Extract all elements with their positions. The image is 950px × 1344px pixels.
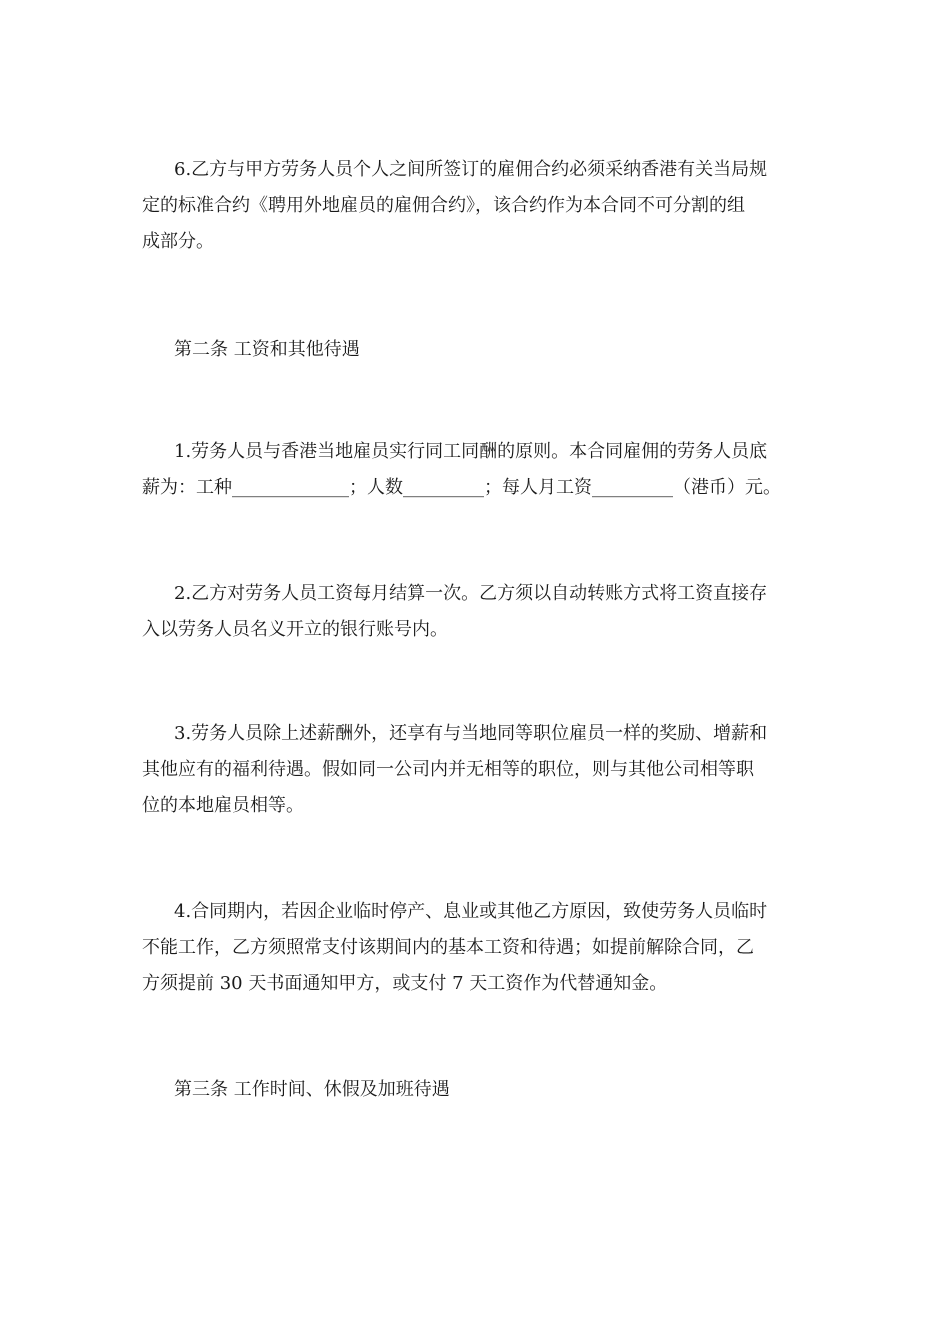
article-2-heading: 第二条 工资和其他待遇 bbox=[174, 339, 360, 360]
paragraph-line: 1.劳务人员与香港当地雇员实行同工同酬的原则。本合同雇佣的劳务人员底 bbox=[174, 441, 768, 462]
article-3-heading: 第三条 工作时间、休假及加班待遇 bbox=[174, 1079, 450, 1100]
paragraph-line: 4.合同期内，若因企业临时停产、息业或其他乙方原因，致使劳务人员临时 bbox=[174, 901, 768, 922]
paragraph-line: 位的本地雇员相等。 bbox=[142, 795, 304, 816]
paragraph-line: 定的标准合约《聘用外地雇员的雇佣合约》，该合约作为本合同不可分割的组 bbox=[142, 195, 745, 216]
paragraph-line: 入以劳务人员名义开立的银行账号内。 bbox=[142, 619, 448, 640]
paragraph-line: 6.乙方与甲方劳务人员个人之间所签订的雇佣合约必须采纳香港有关当局规 bbox=[174, 159, 768, 180]
paragraph-line: 薪为：工种_____________；人数_________；每人月工资_________（港币）元。 bbox=[142, 477, 781, 498]
article-2-clause-2-paragraph bbox=[142, 576, 822, 648]
article-2-clause-4-paragraph bbox=[142, 894, 822, 1002]
paragraph-line: 方须提前 30 天书面通知甲方，或支付 7 天工资作为代替通知金。 bbox=[142, 973, 668, 994]
clause-6-paragraph bbox=[142, 152, 822, 260]
paragraph-line: 2.乙方对劳务人员工资每月结算一次。乙方须以自动转账方式将工资直接存 bbox=[174, 583, 768, 604]
article-2-clause-1-paragraph bbox=[142, 434, 822, 506]
paragraph-line: 不能工作，乙方须照常支付该期间内的基本工资和待遇；如提前解除合同，乙 bbox=[142, 937, 754, 958]
paragraph-line: 成部分。 bbox=[142, 231, 214, 252]
paragraph-line: 其他应有的福利待遇。假如同一公司内并无相等的职位，则与其他公司相等职 bbox=[142, 759, 754, 780]
paragraph-line: 3.劳务人员除上述薪酬外，还享有与当地同等职位雇员一样的奖励、增薪和 bbox=[174, 723, 768, 744]
article-2-clause-3-paragraph bbox=[142, 716, 822, 824]
